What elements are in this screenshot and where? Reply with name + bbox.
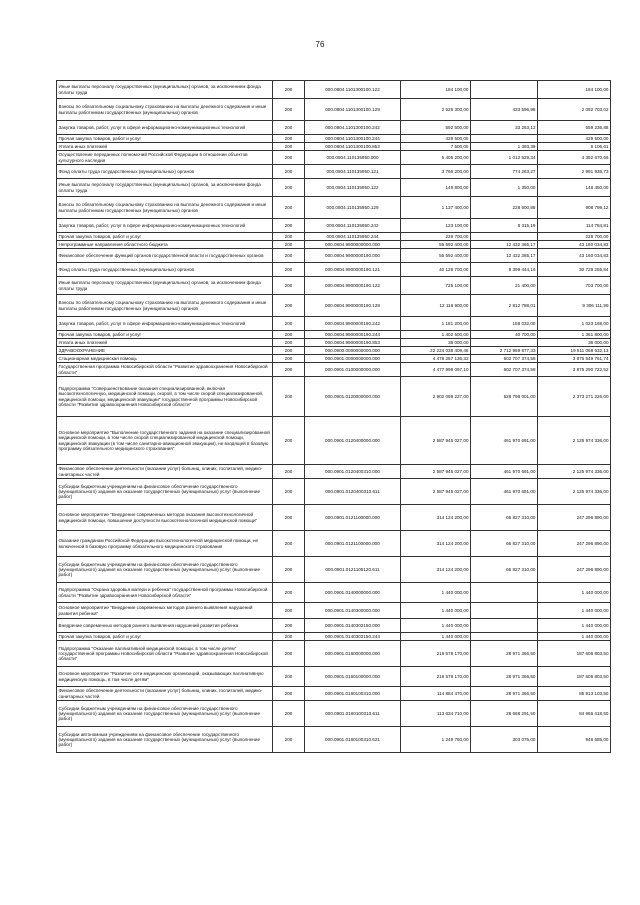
row-remaining-amount-cell: 559 236,88 (538, 121, 611, 135)
row-planned-amount-cell: 216 578 170,00 (401, 667, 471, 687)
row-name-cell: Осуществление переданных полномочий Российской Федерации в отношении объектов культурного наследия (57, 151, 273, 165)
row-executed-amount-cell: 9 399 444,16 (471, 263, 538, 277)
row-executed-amount-cell (471, 583, 538, 603)
row-executed-amount-cell (471, 619, 538, 633)
row-budget-code-cell: 000.0901.0160100000.000 (305, 667, 401, 687)
row-remaining-amount-cell: 9 306 111,99 (538, 295, 611, 317)
row-name-cell: Взносы по обязательному социальному страхованию на выплаты денежного содержания и иные выплаты работникам государственных (муниципальных) органов (57, 197, 273, 219)
row-planned-amount-cell: 1 137 400,00 (401, 197, 471, 219)
table-row (57, 531, 611, 557)
table-row (57, 339, 611, 347)
row-executed-amount-cell (471, 603, 538, 619)
row-budget-code-cell: 000.0804.110135950.121 (305, 165, 401, 179)
row-planned-amount-cell: 149 800,00 (401, 179, 471, 197)
row-executed-amount-cell: 228 600,88 (471, 197, 538, 219)
row-admin-code-cell: 200 (273, 619, 305, 633)
row-admin-code-cell: 200 (273, 531, 305, 557)
table-row (57, 363, 611, 377)
row-executed-amount-cell: 461 970 691,00 (471, 465, 538, 479)
row-budget-code-cell: 000.0804.9900000190.000 (305, 249, 401, 263)
row-planned-amount-cell: 725 100,00 (401, 277, 471, 295)
table-row (57, 619, 611, 633)
table-row (57, 317, 611, 331)
row-budget-code-cell: 000.0804.110135950.242 (305, 219, 401, 233)
row-name-cell: Субсидии автономным учреждениям на финансовое обеспечение государственного (муниципального) задания на оказание государственных (муниципальных) услуг (выполнение работ) (57, 727, 273, 753)
table-row (57, 241, 611, 249)
row-budget-code-cell: 000.0804.9900000190.242 (305, 317, 401, 331)
row-name-cell: Взносы по обязательному социальному страхованию на выплаты денежного содержания и иные выплаты работникам государственных (муниципальных) органов (57, 99, 273, 121)
row-budget-code-cell: 000.0804.1101300100.244 (305, 135, 401, 143)
row-budget-code-cell: 000.0901.0121100000.000 (305, 505, 401, 531)
row-name-cell: Фонд оплаты труда государственных (муниципальных) органов (57, 165, 273, 179)
row-executed-amount-cell: 602 707 374,58 (471, 355, 538, 363)
row-budget-code-cell: 000.0901.0100000000.000 (305, 363, 401, 377)
row-executed-amount-cell: 528 798 001,00 (471, 377, 538, 417)
row-admin-code-cell: 200 (273, 179, 305, 197)
row-admin-code-cell: 200 (273, 249, 305, 263)
row-budget-code-cell: 000.0804.110135950.122 (305, 179, 401, 197)
row-remaining-amount-cell: 2 373 271 226,00 (538, 377, 611, 417)
table-row (57, 557, 611, 583)
row-planned-amount-cell: 123 100,00 (401, 219, 471, 233)
row-remaining-amount-cell: 85 913 103,50 (538, 687, 611, 701)
row-executed-amount-cell (471, 135, 538, 143)
row-name-cell: Субсидии бюджетным учреждениям на финансовое обеспечение государственного (муниципального) задания на оказание государственных (муниципальных) услуг (выполнение работ) (57, 701, 273, 727)
row-planned-amount-cell: 1 249 760,00 (401, 727, 471, 753)
row-remaining-amount-cell: 429 500,00 (538, 135, 611, 143)
row-executed-amount-cell: 1 393,39 (471, 143, 538, 151)
row-name-cell: Субсидии бюджетным учреждениям на финансовое обеспечение государственного (муниципального) задания на оказание государственных (муниципальных) услуг (выполнение работ) (57, 479, 273, 505)
row-name-cell: Финансовое обеспечение деятельности (оказание услуг) больниц, клиник, госпиталей, медико-санитарных частей (57, 687, 273, 701)
table-row (57, 505, 611, 531)
row-remaining-amount-cell: 247 296 890,00 (538, 531, 611, 557)
row-remaining-amount-cell: 187 606 803,50 (538, 667, 611, 687)
row-budget-code-cell: 000.0900.0000000000.000 (305, 347, 401, 355)
row-remaining-amount-cell: 43 160 034,83 (538, 249, 611, 263)
row-admin-code-cell: 200 (273, 603, 305, 619)
row-remaining-amount-cell: 30 729 255,84 (538, 263, 611, 277)
row-name-cell: Основное мероприятие "Выполнение государственного задания на оказание специализированной медицинской помощи, в том числе скорой специализированной медицинской помощи, медицинской эвакуации (в том числе санитарно-авиационной эвакуации), не входящей в базовую программу обязательного медицинского страхования" (57, 417, 273, 465)
table-row (57, 701, 611, 727)
row-budget-code-cell: 000.0901.0140300000.000 (305, 603, 401, 619)
row-remaining-amount-cell: 228 700,00 (538, 233, 611, 241)
row-planned-amount-cell: 12 118 900,00 (401, 295, 471, 317)
row-budget-code-cell: 000.0901.0120400000.000 (305, 417, 401, 465)
row-planned-amount-cell: 5 405 200,00 (401, 151, 471, 165)
row-remaining-amount-cell: 3 875 549 761,74 (538, 355, 611, 363)
row-admin-code-cell: 200 (273, 701, 305, 727)
row-budget-code-cell: 000.0901.0000000000.000 (305, 355, 401, 363)
row-budget-code-cell: 000.0901.0140000000.000 (305, 583, 401, 603)
row-executed-amount-cell: 12 432 365,17 (471, 249, 538, 263)
table-row (57, 165, 611, 179)
row-admin-code-cell: 200 (273, 263, 305, 277)
row-name-cell: Закупка товаров, работ, услуг в сфере информационно-коммуникационных технологий (57, 317, 273, 331)
row-planned-amount-cell: 216 578 170,00 (401, 641, 471, 667)
row-budget-code-cell: 000.0901.0160100310.621 (305, 727, 401, 753)
row-name-cell: Основное мероприятие "Внедрение современных методов оказания высокотехнологичной медицинской помощи, повышение доступности высокотехнологичной медицинской помощи" (57, 505, 273, 531)
row-planned-amount-cell: 1 440 000,00 (401, 583, 471, 603)
row-executed-amount-cell (471, 339, 538, 347)
row-budget-code-cell: 000.0901.0121105120.611 (305, 557, 401, 583)
row-planned-amount-cell: 40 128 700,00 (401, 263, 471, 277)
row-admin-code-cell: 200 (273, 505, 305, 531)
row-executed-amount-cell: 158 032,00 (471, 317, 538, 331)
row-remaining-amount-cell: 1 440 000,00 (538, 603, 611, 619)
row-remaining-amount-cell: 247 296 890,00 (538, 557, 611, 583)
row-admin-code-cell: 200 (273, 241, 305, 249)
row-remaining-amount-cell: 114 784,81 (538, 219, 611, 233)
row-remaining-amount-cell: 2 125 974 336,00 (538, 417, 611, 465)
row-budget-code-cell: 000.0804.110135950.244 (305, 233, 401, 241)
row-remaining-amount-cell: 187 606 803,50 (538, 641, 611, 667)
table-row (57, 355, 611, 363)
table-row (57, 121, 611, 135)
row-planned-amount-cell: 228 700,00 (401, 233, 471, 241)
row-admin-code-cell: 200 (273, 363, 305, 377)
row-budget-code-cell: 000.0901.0160000000.000 (305, 641, 401, 667)
row-name-cell: Основное мероприятие "Развитие сети медицинских организаций, оказывающих паллиативную медицинскую помощь, в том числе детям" (57, 667, 273, 687)
row-budget-code-cell: 000.0804.110135950.129 (305, 197, 401, 219)
table-row (57, 667, 611, 687)
row-remaining-amount-cell: 184 100,00 (538, 81, 611, 99)
page-number: 76 (315, 40, 325, 49)
row-planned-amount-cell: 113 634 710,00 (401, 701, 471, 727)
row-executed-amount-cell: 66 827 310,00 (471, 505, 538, 531)
row-planned-amount-cell: 4 477 998 097,10 (401, 363, 471, 377)
row-executed-amount-cell: 2 812 788,01 (471, 295, 538, 317)
row-budget-code-cell: 000.0804.9900000000.000 (305, 241, 401, 249)
row-budget-code-cell: 000.0804.9900000190.853 (305, 339, 401, 347)
row-planned-amount-cell: 2 587 945 027,00 (401, 417, 471, 465)
row-admin-code-cell: 200 (273, 81, 305, 99)
row-name-cell: Непрограммные направления областного бюджета (57, 241, 273, 249)
row-executed-amount-cell: 28 971 366,50 (471, 641, 538, 667)
row-executed-amount-cell: 40 700,00 (471, 331, 538, 339)
row-executed-amount-cell: 28 668 291,50 (471, 701, 538, 727)
row-executed-amount-cell: 28 971 366,50 (471, 667, 538, 687)
row-name-cell: Закупка товаров, работ, услуг в сфере информационно-коммуникационных технологий (57, 121, 273, 135)
row-planned-amount-cell: 1 402 500,00 (401, 331, 471, 339)
row-name-cell: Стационарная медицинская помощь (57, 355, 273, 363)
row-budget-code-cell: 000.0804.9900000190.122 (305, 277, 401, 295)
row-admin-code-cell: 200 (273, 317, 305, 331)
row-name-cell: Уплата иных платежей (57, 143, 273, 151)
row-remaining-amount-cell: 3 875 290 722,52 (538, 363, 611, 377)
row-planned-amount-cell: 592 500,00 (401, 121, 471, 135)
row-admin-code-cell: 200 (273, 151, 305, 165)
row-admin-code-cell: 200 (273, 197, 305, 219)
row-planned-amount-cell: 114 884 470,00 (401, 687, 471, 701)
row-remaining-amount-cell: 703 700,00 (538, 277, 611, 295)
table-row (57, 81, 611, 99)
row-name-cell: Прочая закупка товаров, работ и услуг (57, 633, 273, 641)
row-name-cell: ЗДРАВООХРАНЕНИЕ (57, 347, 273, 355)
table-row (57, 331, 611, 339)
table-row (57, 99, 611, 121)
row-name-cell: Закупка товаров, работ, услуг в сфере информационно-коммуникационных технологий (57, 219, 273, 233)
row-admin-code-cell: 200 (273, 727, 305, 753)
table-row (57, 179, 611, 197)
table-row (57, 417, 611, 465)
row-budget-code-cell: 000.0901.0160100310.611 (305, 701, 401, 727)
row-planned-amount-cell: 7 500,00 (401, 143, 471, 151)
row-remaining-amount-cell: 2 092 703,02 (538, 99, 611, 121)
row-name-cell: Прочая закупка товаров, работ и услуг (57, 331, 273, 339)
row-planned-amount-cell: 2 587 945 027,00 (401, 479, 471, 505)
row-name-cell: Иные выплаты персоналу государственных (муниципальных) органов, за исключением фонда оплаты труда (57, 179, 273, 197)
row-executed-amount-cell (471, 633, 538, 641)
row-executed-amount-cell: 433 596,98 (471, 99, 538, 121)
row-executed-amount-cell: 2 712 969 877,33 (471, 347, 538, 355)
row-executed-amount-cell (471, 233, 538, 241)
row-executed-amount-cell: 602 707 374,58 (471, 363, 538, 377)
table-row (57, 633, 611, 641)
table-row (57, 377, 611, 417)
row-name-cell: Субсидии бюджетным учреждениям на финансовое обеспечение государственного (муниципального) задания на оказание государственных (муниципальных) услуг (выполнение работ) (57, 557, 273, 583)
row-remaining-amount-cell: 36 000,00 (538, 339, 611, 347)
row-admin-code-cell: 200 (273, 121, 305, 135)
row-name-cell: Финансовое обеспечение функций органов государственной власти и государственных органов (57, 249, 273, 263)
row-name-cell: Подпрограмма "Охрана здоровья матери и ребенка" государственной программы Новосибирской области "Развитие здравоохранения Новосибирской области" (57, 583, 273, 603)
row-admin-code-cell: 200 (273, 583, 305, 603)
row-executed-amount-cell: 28 971 366,50 (471, 687, 538, 701)
row-planned-amount-cell: 429 500,00 (401, 135, 471, 143)
row-remaining-amount-cell: 908 799,12 (538, 197, 611, 219)
row-budget-code-cell: 000.0804.110135950.000 (305, 151, 401, 165)
row-budget-code-cell: 000.0804.9900000190.244 (305, 331, 401, 339)
table-row (57, 197, 611, 219)
row-admin-code-cell: 200 (273, 377, 305, 417)
row-budget-code-cell: 000.0804.1101300100.122 (305, 81, 401, 99)
row-name-cell: Подпрограмма "Совершенствование оказания специализированной, включая высокотехнологичную, медицинской помощи, скорой, в том числе скорой специализированной, медицинской помощи, медицинской эвакуации" государственной программы Новосибирской области "Развитие здравоохранения Новосибирской области" (57, 377, 273, 417)
row-executed-amount-cell (471, 81, 538, 99)
row-admin-code-cell: 200 (273, 465, 305, 479)
row-executed-amount-cell: 66 827 310,00 (471, 557, 538, 583)
row-remaining-amount-cell: 1 440 000,00 (538, 633, 611, 641)
row-planned-amount-cell: 314 124 200,00 (401, 557, 471, 583)
row-admin-code-cell: 200 (273, 667, 305, 687)
table-row (57, 249, 611, 263)
row-remaining-amount-cell: 2 125 974 336,00 (538, 465, 611, 479)
row-remaining-amount-cell: 247 296 890,00 (538, 505, 611, 531)
row-remaining-amount-cell: 2 125 974 336,00 (538, 479, 611, 505)
row-planned-amount-cell: 1 181 200,00 (401, 317, 471, 331)
row-name-cell: Оказание гражданам Российской Федерации высокотехнологичной медицинской помощи, не включенной в базовую программу обязательного медицинского страхования (57, 531, 273, 557)
row-admin-code-cell: 200 (273, 219, 305, 233)
row-budget-code-cell: 000.0804.9900000190.129 (305, 295, 401, 317)
table-row (57, 347, 611, 355)
table-row (57, 135, 611, 143)
row-admin-code-cell: 200 (273, 687, 305, 701)
row-name-cell: Финансовое обеспечение деятельности (оказание услуг) больниц, клиник, госпиталей, медико-санитарных частей (57, 465, 273, 479)
table-row (57, 479, 611, 505)
row-planned-amount-cell: 22 224 038 409,46 (401, 347, 471, 355)
row-admin-code-cell: 200 (273, 165, 305, 179)
table-row (57, 641, 611, 667)
row-executed-amount-cell: 66 827 310,00 (471, 531, 538, 557)
table-row (57, 583, 611, 603)
table-row (57, 219, 611, 233)
row-remaining-amount-cell: 1 440 000,00 (538, 619, 611, 633)
budget-execution-table (56, 80, 611, 753)
table-row (57, 263, 611, 277)
row-admin-code-cell: 200 (273, 339, 305, 347)
row-budget-code-cell: 000.0804.1101300100.853 (305, 143, 401, 151)
row-name-cell: Иные выплаты персоналу государственных (муниципальных) органов, за исключением фонда оплаты труда (57, 277, 273, 295)
row-name-cell: Подпрограмма "Оказание паллиативной медицинской помощи, в том числе детям" государственной программы Новосибирской области "Развитие здравоохранения Новосибирской области" (57, 641, 273, 667)
row-remaining-amount-cell: 4 392 670,66 (538, 151, 611, 165)
row-name-cell: Внедрение современных методов раннего выявления нарушений развития ребенка (57, 619, 273, 633)
row-name-cell: Прочая закупка товаров, работ и услуг (57, 135, 273, 143)
row-name-cell: Уплата иных платежей (57, 339, 273, 347)
row-executed-amount-cell: 8 315,19 (471, 219, 538, 233)
row-executed-amount-cell: 774 263,27 (471, 165, 538, 179)
row-remaining-amount-cell: 43 160 034,83 (538, 241, 611, 249)
row-budget-code-cell: 000.0804.9900000190.121 (305, 263, 401, 277)
row-admin-code-cell: 200 (273, 233, 305, 241)
row-executed-amount-cell: 461 970 691,00 (471, 417, 538, 465)
row-remaining-amount-cell: 946 685,00 (538, 727, 611, 753)
row-planned-amount-cell: 55 592 400,00 (401, 241, 471, 249)
row-planned-amount-cell: 4 478 257 136,32 (401, 355, 471, 363)
row-planned-amount-cell: 3 766 200,00 (401, 165, 471, 179)
row-remaining-amount-cell: 6 106,61 (538, 143, 611, 151)
row-executed-amount-cell: 12 432 365,17 (471, 241, 538, 249)
row-admin-code-cell: 200 (273, 143, 305, 151)
row-remaining-amount-cell: 1 440 000,00 (538, 583, 611, 603)
row-planned-amount-cell: 2 587 945 027,00 (401, 465, 471, 479)
row-name-cell: Взносы по обязательному социальному страхованию на выплаты денежного содержания и иные выплаты работникам государственных (муниципальных) органов (57, 295, 273, 317)
table-row (57, 277, 611, 295)
row-planned-amount-cell: 55 592 400,00 (401, 249, 471, 263)
table-row (57, 233, 611, 241)
table-body (57, 81, 611, 753)
row-planned-amount-cell: 314 124 200,00 (401, 531, 471, 557)
table-row (57, 603, 611, 619)
table-row (57, 465, 611, 479)
row-planned-amount-cell: 1 440 000,00 (401, 619, 471, 633)
row-name-cell: Основное мероприятие "Внедрение современных методов раннего выявления нарушений развития ребенка" (57, 603, 273, 619)
row-budget-code-cell: 000.0901.0120000000.000 (305, 377, 401, 417)
row-budget-code-cell: 000.0804.1101300100.129 (305, 99, 401, 121)
row-executed-amount-cell: 461 970 691,00 (471, 479, 538, 505)
row-budget-code-cell: 000.0901.0140303150.000 (305, 619, 401, 633)
row-name-cell: Фонд оплаты труда государственных (муниципальных) органов (57, 263, 273, 277)
row-remaining-amount-cell: 84 966 418,50 (538, 701, 611, 727)
row-remaining-amount-cell: 1 361 800,00 (538, 331, 611, 339)
row-executed-amount-cell: 1 012 529,34 (471, 151, 538, 165)
row-planned-amount-cell: 184 100,00 (401, 81, 471, 99)
row-executed-amount-cell: 21 400,00 (471, 277, 538, 295)
row-admin-code-cell: 200 (273, 479, 305, 505)
row-planned-amount-cell: 1 440 000,00 (401, 603, 471, 619)
row-budget-code-cell: 000.0804.1101300100.242 (305, 121, 401, 135)
row-planned-amount-cell: 2 902 069 227,00 (401, 377, 471, 417)
row-budget-code-cell: 000.0901.0120400310.000 (305, 465, 401, 479)
row-admin-code-cell: 200 (273, 99, 305, 121)
row-budget-code-cell: 000.0901.0140303150.244 (305, 633, 401, 641)
row-admin-code-cell: 200 (273, 417, 305, 465)
row-remaining-amount-cell: 148 450,00 (538, 179, 611, 197)
row-remaining-amount-cell: 2 991 936,73 (538, 165, 611, 179)
row-admin-code-cell: 200 (273, 135, 305, 143)
table-row (57, 143, 611, 151)
row-planned-amount-cell: 2 526 300,00 (401, 99, 471, 121)
table-row (57, 727, 611, 753)
row-admin-code-cell: 200 (273, 355, 305, 363)
row-name-cell: Государственная программа Новосибирской области "Развитие здравоохранения Новосибирской области" (57, 363, 273, 377)
row-remaining-amount-cell: 19 511 068 532,13 (538, 347, 611, 355)
row-budget-code-cell: 000.0901.0160100310.000 (305, 687, 401, 701)
row-admin-code-cell: 200 (273, 557, 305, 583)
row-executed-amount-cell: 303 075,00 (471, 727, 538, 753)
row-executed-amount-cell: 33 263,12 (471, 121, 538, 135)
row-budget-code-cell: 000.0901.0121100000.000 (305, 531, 401, 557)
row-admin-code-cell: 200 (273, 277, 305, 295)
row-budget-code-cell: 000.0901.0120400310.611 (305, 479, 401, 505)
row-name-cell: Прочая закупка товаров, работ и услуг (57, 233, 273, 241)
table-row (57, 687, 611, 701)
row-name-cell: Иные выплаты персоналу государственных (муниципальных) органов, за исключением фонда оплаты труда (57, 81, 273, 99)
row-admin-code-cell: 200 (273, 347, 305, 355)
row-admin-code-cell: 200 (273, 633, 305, 641)
table-row (57, 295, 611, 317)
row-admin-code-cell: 200 (273, 295, 305, 317)
row-admin-code-cell: 200 (273, 331, 305, 339)
row-planned-amount-cell: 1 440 000,00 (401, 633, 471, 641)
row-planned-amount-cell: 36 000,00 (401, 339, 471, 347)
row-admin-code-cell: 200 (273, 641, 305, 667)
row-remaining-amount-cell: 1 023 168,00 (538, 317, 611, 331)
table-row (57, 151, 611, 165)
row-executed-amount-cell: 1 350,00 (471, 179, 538, 197)
row-planned-amount-cell: 314 124 200,00 (401, 505, 471, 531)
